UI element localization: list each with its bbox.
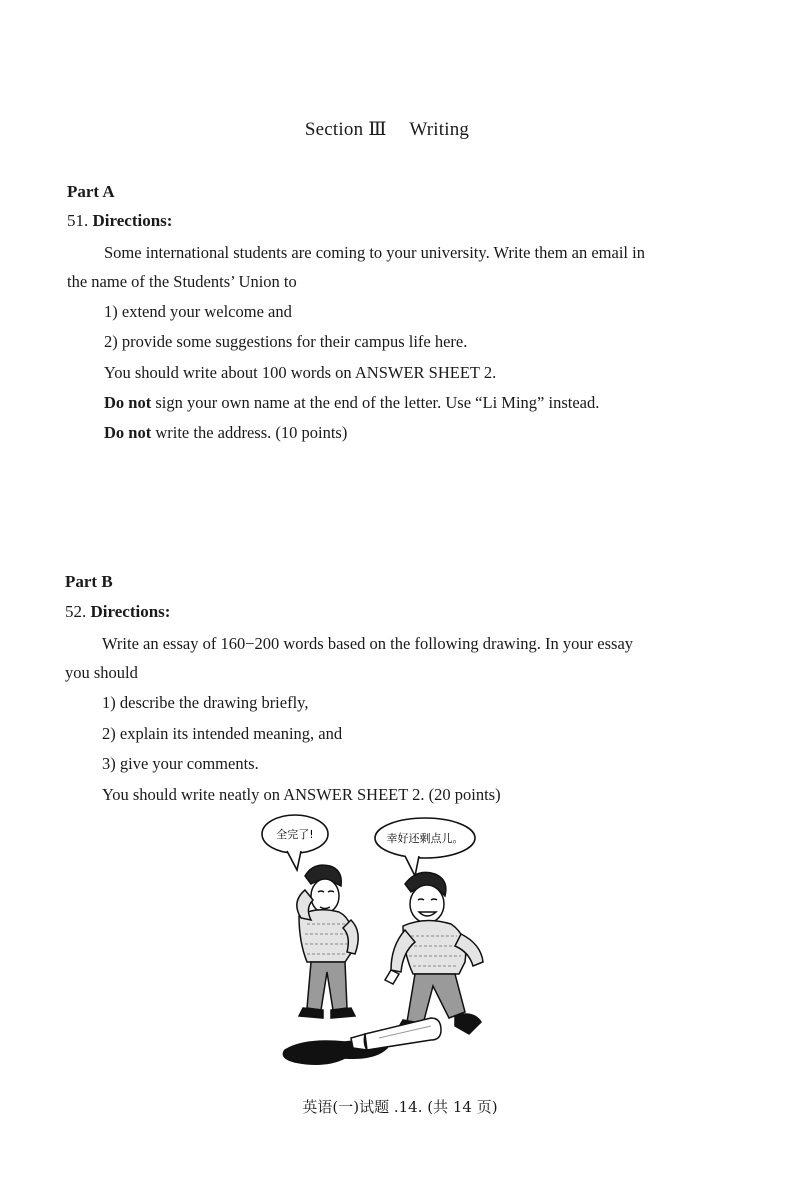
part-a-directions: [67, 211, 172, 231]
part-a-heading: Part A: [67, 182, 115, 201]
section-name: Writing: [409, 119, 470, 140]
page-footer: 英语(一)试题 .14. (共 14 页): [302, 1098, 498, 1116]
part-b-directions: [65, 602, 170, 622]
question-number-51: 51.: [67, 211, 89, 230]
part-b-line-2: you should: [65, 663, 138, 682]
directions-colon: :: [166, 211, 173, 230]
cartoon-drawing: [255, 812, 525, 1074]
right-speech-bubble: [375, 818, 475, 876]
part-b-heading: Part B: [65, 572, 113, 591]
part-b-instruction: You should write neatly on ANSWER SHEET 2. (20 points): [102, 785, 501, 804]
do-not-label: Do not: [104, 423, 152, 442]
do-not-sign-text: sign your own name at the end of the letter. Use “Li Ming” instead.: [151, 393, 600, 412]
section-title: [0, 118, 774, 141]
part-b-item-3: 3) give your comments.: [102, 754, 259, 773]
section-numeral: Ⅲ: [368, 119, 387, 140]
do-not-address-text: write the address. (10 points): [151, 423, 348, 442]
section-label: Section: [304, 119, 364, 140]
part-b-line-1: Write an essay of 160−200 words based on the following drawing. In your essay: [102, 634, 634, 653]
part-a-line-1: Some international students are coming to your university. Write them an email in: [104, 243, 645, 262]
directions-label: Directions: [90, 602, 165, 621]
despairing-man-figure: [297, 865, 358, 1018]
part-a-instruction: You should write about 100 words on ANSWER SHEET 2.: [104, 363, 497, 382]
part-a-item-2: 2) provide some suggestions for their campus life here.: [104, 332, 468, 351]
part-a-do-not-sign: [104, 393, 599, 413]
part-b-item-1: 1) describe the drawing briefly,: [102, 693, 309, 712]
happy-man-figure: [385, 872, 483, 1034]
do-not-label: Do not: [104, 393, 152, 412]
directions-colon: :: [164, 602, 171, 621]
spilled-bottle: [283, 1018, 441, 1064]
part-a-item-1: 1) extend your welcome and: [104, 302, 292, 321]
left-speech-text: 全完了!: [276, 828, 314, 841]
question-number-52: 52.: [65, 602, 87, 621]
part-b-item-2: 2) explain its intended meaning, and: [102, 724, 343, 743]
left-speech-bubble: [262, 815, 328, 870]
part-a-do-not-address: [104, 423, 347, 443]
part-a-line-2: the name of the Students’ Union to: [67, 272, 297, 291]
directions-label: Directions: [92, 211, 167, 230]
right-speech-text: 幸好还剩点儿。: [386, 832, 464, 845]
